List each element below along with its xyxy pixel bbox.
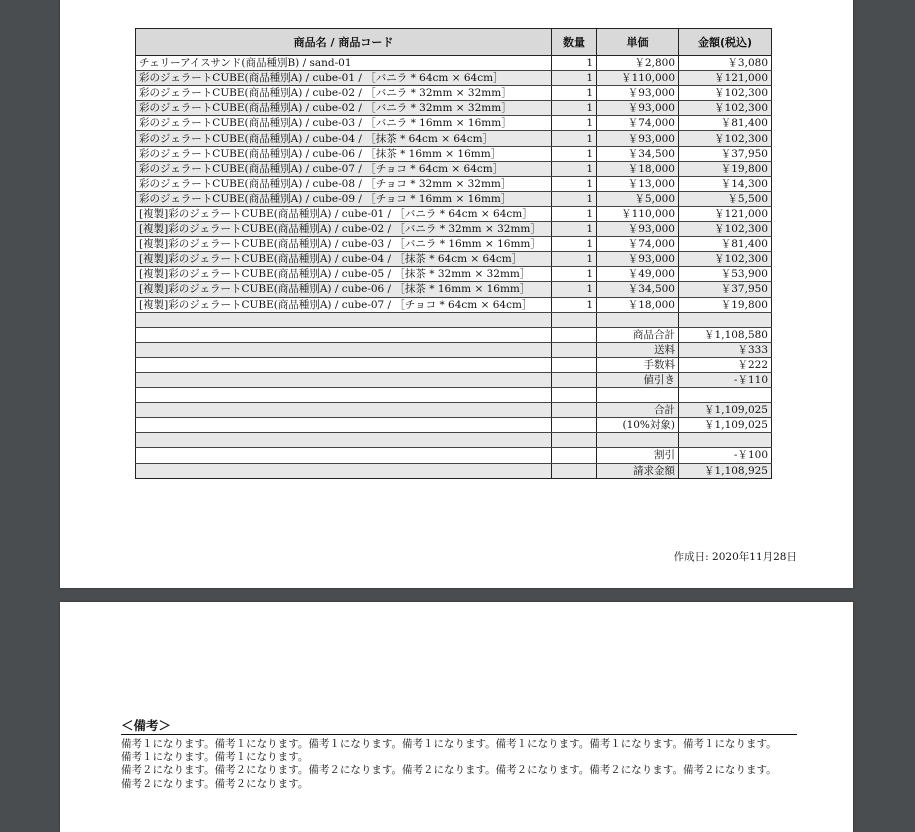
cell-unit-price: ￥93,000 [597, 131, 679, 146]
cell-product [136, 312, 552, 327]
cell-unit-price: ￥49,000 [597, 267, 679, 282]
cell-amount: ￥81,400 [679, 116, 772, 131]
cell-amount: ￥3,080 [679, 56, 772, 71]
table-row [136, 71, 772, 86]
notes-line: 備考１になります。備考１になります。備考１になります。備考１になります。備考１になります。備考１になります。備考１になります。 [121, 738, 777, 750]
cell-product: 彩のジェラートCUBE(商品種別A) / cube-03 / ［バニラ * 16mm × 16mm］ [136, 116, 552, 131]
cell-quantity: 1 [552, 86, 597, 101]
cell-quantity [552, 388, 597, 403]
cell-amount [679, 312, 772, 327]
table-row [136, 101, 772, 116]
table-row [136, 357, 772, 372]
cell-product: 彩のジェラートCUBE(商品種別A) / cube-08 / ［チョコ * 32mm × 32mm］ [136, 176, 552, 191]
cell-unit-price: ￥110,000 [597, 206, 679, 221]
table-header-row [136, 29, 772, 56]
cell-amount: ￥1,109,025 [679, 418, 772, 433]
cell-amount: ￥102,300 [679, 131, 772, 146]
cell-quantity [552, 372, 597, 387]
cell-product: 彩のジェラートCUBE(商品種別A) / cube-09 / ［チョコ * 16mm × 16mm］ [136, 191, 552, 206]
cell-product [136, 448, 552, 463]
cell-amount: ￥222 [679, 357, 772, 372]
cell-product: 彩のジェラートCUBE(商品種別A) / cube-02 / ［バニラ * 32mm × 32mm］ [136, 101, 552, 116]
cell-product: 彩のジェラートCUBE(商品種別A) / cube-02 / ［バニラ * 32mm × 32mm］ [136, 86, 552, 101]
table-row [136, 86, 772, 101]
cell-unit-price: 手数料 [597, 357, 679, 372]
cell-unit-price: 合計 [597, 403, 679, 418]
cell-quantity: 1 [552, 267, 597, 282]
cell-product: [複製]彩のジェラートCUBE(商品種別A) / cube-06 / ［抹茶 * 16mm × 16mm］ [136, 282, 552, 297]
cell-unit-price: 商品合計 [597, 327, 679, 342]
cell-product: [複製]彩のジェラートCUBE(商品種別A) / cube-05 / ［抹茶 * 32mm × 32mm］ [136, 267, 552, 282]
invoice-page-1 [60, 0, 853, 588]
cell-product: [複製]彩のジェラートCUBE(商品種別A) / cube-01 / ［バニラ * 64cm × 64cm］ [136, 206, 552, 221]
table-row [136, 131, 772, 146]
table-row [136, 327, 772, 342]
cell-unit-price: ￥2,800 [597, 56, 679, 71]
cell-product: [複製]彩のジェラートCUBE(商品種別A) / cube-03 / ［バニラ * 16mm × 16mm］ [136, 237, 552, 252]
table-row [136, 146, 772, 161]
cell-unit-price: ￥93,000 [597, 101, 679, 116]
cell-quantity [552, 312, 597, 327]
table-row [136, 267, 772, 282]
table-row [136, 222, 772, 237]
cell-product [136, 388, 552, 403]
cell-unit-price: 割引 [597, 448, 679, 463]
cell-unit-price: ￥74,000 [597, 237, 679, 252]
cell-product: チェリーアイスサンド(商品種別B) / sand-01 [136, 56, 552, 71]
cell-unit-price: 送料 [597, 342, 679, 357]
cell-quantity: 1 [552, 191, 597, 206]
invoice-page-2 [60, 602, 853, 832]
cell-amount: ￥1,108,580 [679, 327, 772, 342]
cell-unit-price: 値引き [597, 372, 679, 387]
header-amount: 金額(税込) [679, 29, 772, 56]
cell-unit-price: ￥13,000 [597, 176, 679, 191]
cell-amount: ￥121,000 [679, 206, 772, 221]
cell-quantity: 1 [552, 116, 597, 131]
cell-product: 彩のジェラートCUBE(商品種別A) / cube-06 / ［抹茶 * 16mm × 16mm］ [136, 146, 552, 161]
cell-product: [複製]彩のジェラートCUBE(商品種別A) / cube-02 / ［バニラ * 32mm × 32mm］ [136, 222, 552, 237]
cell-quantity [552, 357, 597, 372]
cell-quantity: 1 [552, 222, 597, 237]
cell-amount: ￥5,500 [679, 191, 772, 206]
cell-quantity [552, 463, 597, 478]
table-row [136, 116, 772, 131]
cell-quantity: 1 [552, 252, 597, 267]
table-row [136, 191, 772, 206]
table-row [136, 56, 772, 71]
cell-amount: ￥81,400 [679, 237, 772, 252]
cell-unit-price [597, 312, 679, 327]
table-row [136, 282, 772, 297]
cell-product: 彩のジェラートCUBE(商品種別A) / cube-04 / ［抹茶 * 64cm × 64cm］ [136, 131, 552, 146]
cell-quantity [552, 327, 597, 342]
table-row [136, 372, 772, 387]
cell-product [136, 403, 552, 418]
notes-line: 備考２になります。備考２になります。備考２になります。備考２になります。備考２になります。備考２になります。備考２になります。 [121, 764, 777, 777]
cell-amount: ￥102,300 [679, 101, 772, 116]
table-body [136, 56, 772, 479]
header-product: 商品名 / 商品コード [136, 29, 552, 56]
cell-amount: ￥121,000 [679, 71, 772, 86]
cell-amount: ￥37,950 [679, 282, 772, 297]
cell-quantity: 1 [552, 176, 597, 191]
cell-product [136, 418, 552, 433]
cell-unit-price: 請求金額 [597, 463, 679, 478]
cell-unit-price: (10%対象) [597, 418, 679, 433]
cell-unit-price: ￥34,500 [597, 282, 679, 297]
cell-product: [複製]彩のジェラートCUBE(商品種別A) / cube-07 / ［チョコ * 64cm × 64cm］ [136, 297, 552, 312]
cell-product [136, 327, 552, 342]
table-row [136, 297, 772, 312]
cell-unit-price: ￥18,000 [597, 297, 679, 312]
cell-amount: ￥37,950 [679, 146, 772, 161]
cell-product: 彩のジェラートCUBE(商品種別A) / cube-01 / ［バニラ * 64cm × 64cm］ [136, 71, 552, 86]
cell-quantity: 1 [552, 56, 597, 71]
table-row [136, 403, 772, 418]
header-quantity: 数量 [552, 29, 597, 56]
cell-quantity [552, 433, 597, 448]
cell-amount: ￥53,900 [679, 267, 772, 282]
cell-amount: ￥1,108,925 [679, 463, 772, 478]
cell-unit-price: ￥93,000 [597, 252, 679, 267]
cell-amount [679, 433, 772, 448]
cell-product [136, 342, 552, 357]
table-row [136, 448, 772, 463]
cell-amount: ￥102,300 [679, 86, 772, 101]
table-row [136, 312, 772, 327]
table-row [136, 252, 772, 267]
cell-unit-price: ￥93,000 [597, 86, 679, 101]
cell-quantity: 1 [552, 131, 597, 146]
table-row [136, 176, 772, 191]
cell-quantity [552, 448, 597, 463]
cell-amount: ￥19,800 [679, 161, 772, 176]
cell-amount: ￥333 [679, 342, 772, 357]
cell-unit-price [597, 388, 679, 403]
header-unit-price: 単価 [597, 29, 679, 56]
table-row [136, 237, 772, 252]
cell-quantity [552, 418, 597, 433]
cell-quantity: 1 [552, 282, 597, 297]
cell-amount: -￥100 [679, 448, 772, 463]
cell-quantity: 1 [552, 237, 597, 252]
notes-line: 備考１になります。備考１になります。 [121, 751, 309, 764]
cell-unit-price: ￥34,500 [597, 146, 679, 161]
cell-quantity: 1 [552, 146, 597, 161]
table-row [136, 161, 772, 176]
cell-unit-price: ￥5,000 [597, 191, 679, 206]
cell-amount: ￥102,300 [679, 252, 772, 267]
cell-product: 彩のジェラートCUBE(商品種別A) / cube-07 / ［チョコ * 64cm × 64cm］ [136, 161, 552, 176]
table-row [136, 342, 772, 357]
cell-amount: ￥1,109,025 [679, 403, 772, 418]
cell-amount: ￥14,300 [679, 176, 772, 191]
table-row [136, 463, 772, 478]
cell-unit-price: ￥18,000 [597, 161, 679, 176]
cell-product [136, 433, 552, 448]
cell-quantity [552, 342, 597, 357]
cell-quantity: 1 [552, 297, 597, 312]
cell-quantity: 1 [552, 206, 597, 221]
table-row [136, 433, 772, 448]
cell-unit-price: ￥74,000 [597, 116, 679, 131]
cell-unit-price [597, 433, 679, 448]
notes-title: ＜備考＞ [121, 716, 797, 735]
table-row [136, 388, 772, 403]
cell-quantity: 1 [552, 71, 597, 86]
notes-body [121, 738, 801, 791]
table-row [136, 206, 772, 221]
cell-amount: ￥19,800 [679, 297, 772, 312]
cell-product [136, 357, 552, 372]
cell-amount: ￥102,300 [679, 222, 772, 237]
cell-quantity [552, 403, 597, 418]
cell-product: [複製]彩のジェラートCUBE(商品種別A) / cube-04 / ［抹茶 * 64cm × 64cm］ [136, 252, 552, 267]
cell-amount: -￥110 [679, 372, 772, 387]
cell-quantity: 1 [552, 161, 597, 176]
notes-line: 備考２になります。備考２になります。 [121, 777, 309, 790]
cell-quantity: 1 [552, 101, 597, 116]
order-items-table [135, 28, 772, 479]
cell-amount [679, 388, 772, 403]
table-row [136, 418, 772, 433]
cell-product [136, 372, 552, 387]
cell-product [136, 463, 552, 478]
cell-unit-price: ￥93,000 [597, 222, 679, 237]
created-date: 作成日: 2020年11月28日 [673, 551, 797, 563]
cell-unit-price: ￥110,000 [597, 71, 679, 86]
